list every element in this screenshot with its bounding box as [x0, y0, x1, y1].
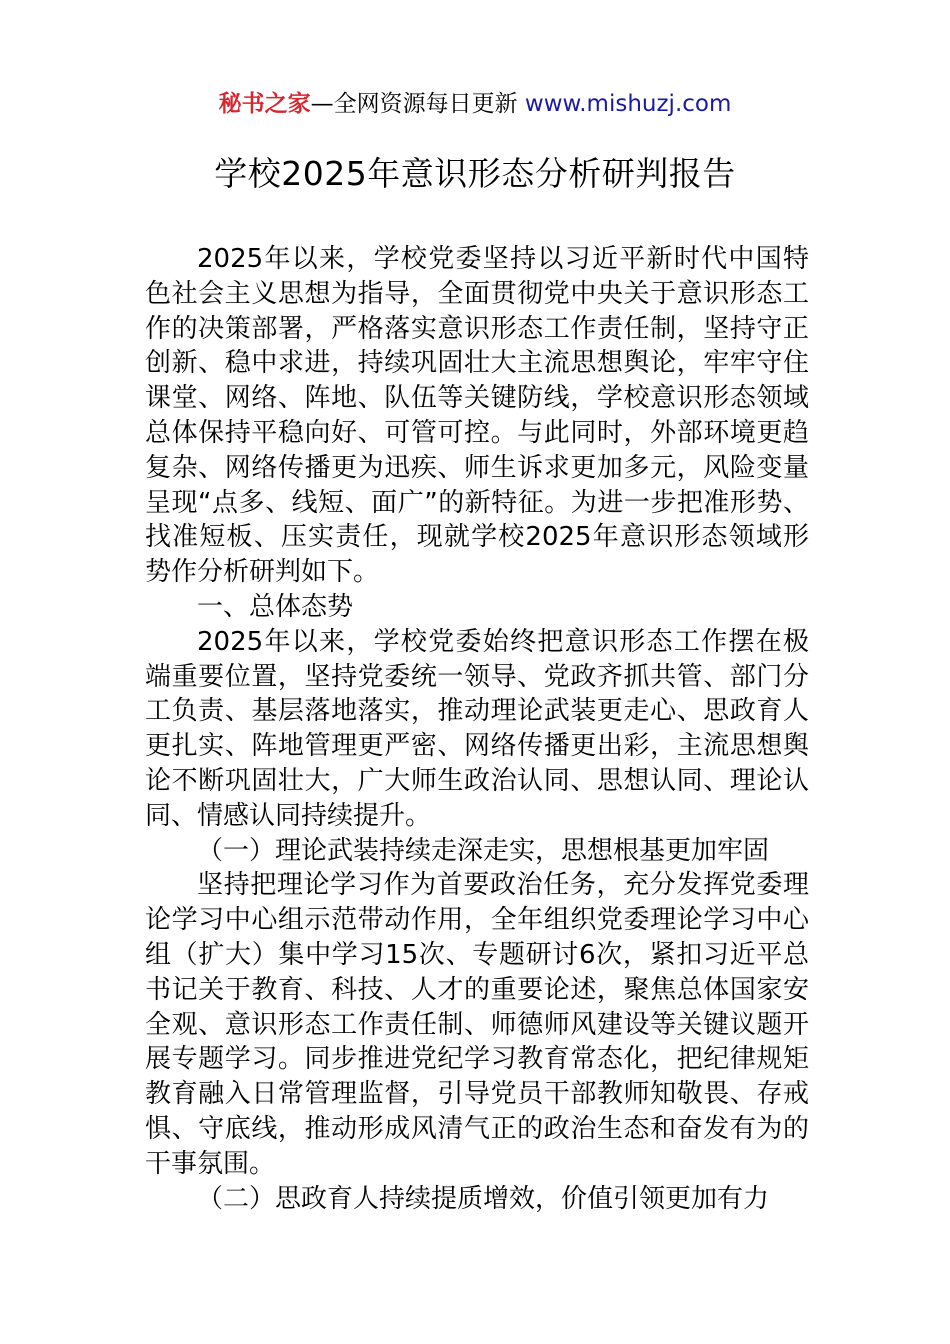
site-slogan: —全网资源每日更新 [310, 91, 525, 117]
intro-paragraph: 2025年以来，学校党委坚持以习近平新时代中国特色社会主义思想为指导，全面贯彻党中央关于意识形态工作的决策部署，严格落实意识形态工作责任制，坚持守正创新、稳中求进，持续巩固壮大主流思想舆论，牢牢守住课堂、网络、阵地、队伍等关键防线，学校意识形态领域总体保持平稳向好、可管可控。与此同时，外部环境更趋复杂、网络传播更为迅疾、师生诉求更加多元，风险变量呈现“点多、线短、面广”的新特征。为进一步把准形势、找准短板、压实责任，现就学校2025年意识形态领域形势作分析研判如下。 [145, 244, 809, 588]
site-brand: 秘书之家 [218, 91, 311, 117]
subsection-heading-ideological-education: （二）思政育人持续提质增效，价值引领更加有力 [197, 1183, 770, 1214]
document-body [145, 242, 809, 1216]
site-header [0, 88, 950, 120]
section-heading-overall-situation: 一、总体态势 [197, 591, 354, 622]
subsection-heading-theory: （一）理论武装持续走深走实，思想根基更加牢固 [197, 835, 770, 866]
theory-paragraph: 坚持把理论学习作为首要政治任务，充分发挥党委理论学习中心组示范带动作用，全年组织党委理论学习中心组（扩大）集中学习15次、专题研讨6次，紧扣习近平总书记关于教育、科技、人才的重要论述，聚焦总体国家安全观、意识形态工作责任制、师德师风建设等关键议题开展专题学习。同步推进党纪学习教育常态化，把纪律规矩教育融入日常管理监督，引导党员干部教师知敬畏、存戒惧、守底线，推动形成风清气正的政治生态和奋发有为的干事氛围。 [145, 870, 809, 1179]
overall-situation-paragraph: 2025年以来，学校党委始终把意识形态工作摆在极端重要位置，坚持党委统一领导、党政齐抓共管、部门分工负责、基层落地落实，推动理论武装更走心、思政育人更扎实、阵地管理更严密、网络传播更出彩，主流思想舆论不断巩固壮大，广大师生政治认同、思想认同、理论认同、情感认同持续提升。 [145, 626, 809, 831]
document-title: 学校2025年意识形态分析研判报告 [214, 154, 736, 193]
site-url-link[interactable]: www.mishuzj.com [524, 91, 732, 117]
